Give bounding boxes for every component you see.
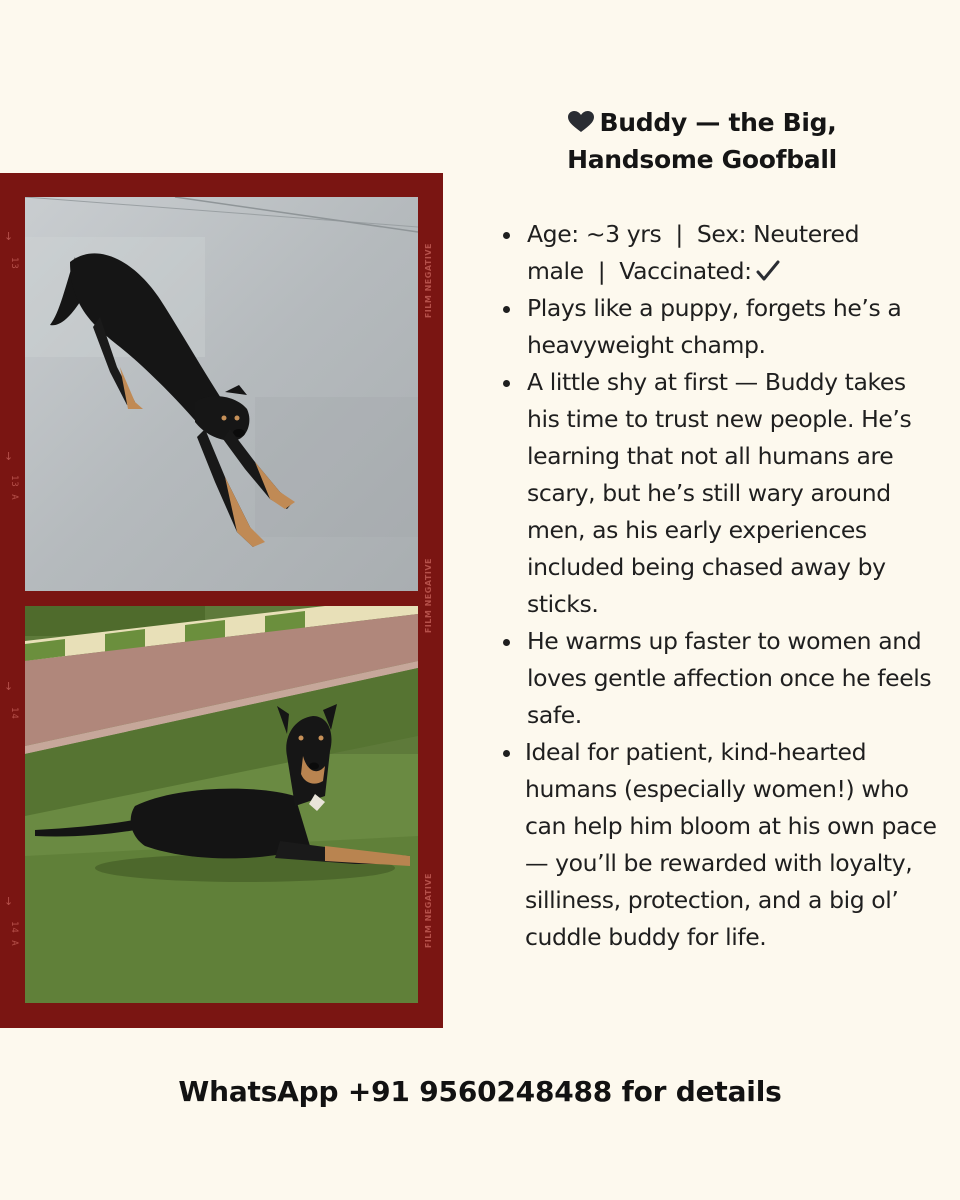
title-line-1: Buddy — the Big, [599,108,837,137]
details-list [497,216,937,956]
contact-footer: WhatsApp +91 9560248488 for details [178,1075,782,1108]
film-frame-number: 14 A [9,921,19,947]
sex-text: Sex: Neutered [696,220,860,248]
film-arrow-mark: ↓ [4,450,14,463]
film-arrow-mark: ↓ [4,230,14,243]
checkmark-icon [756,260,780,282]
list-item: A little shy at first — Buddy takes his time to trust new people. He’s learning that not all humans are scary, but he’s still wary around men, as his early experiences included being chased away by sticks. [497,364,937,623]
film-edge-label: FILM NEGATIVE [424,873,433,949]
film-arrow-mark: ↓ [4,680,14,693]
title-line-2: Handsome Goofball [567,145,837,174]
film-strip-frame [0,173,443,1028]
film-edge-label: FILM NEGATIVE [424,558,433,634]
age-text: Age: ~3 yrs [527,220,662,248]
film-arrow-mark: ↓ [4,895,14,908]
list-item-basic-info [497,216,937,290]
vaccinated-text: Vaccinated: [619,257,752,285]
film-frame-number: 13 A [9,475,19,501]
separator: | [597,257,606,285]
page-title [532,104,872,178]
film-frame-number: 13 [9,257,19,270]
list-item: Ideal for patient, kind-hearted humans (especially women!) who can help him bloom at his own pace — you’ll be rewarded with loyalty, silliness, protection, and a big ol’ cuddle buddy for life. [497,734,937,956]
list-item: He warms up faster to women and loves gentle affection once he feels safe. [497,623,937,734]
black-heart-icon [568,111,594,133]
film-edge-label: FILM NEGATIVE [424,243,433,319]
list-item: Plays like a puppy, forgets he’s a heavyweight champ. [497,290,937,364]
film-frame-number: 14 [9,707,19,720]
photo-dog-stretching [25,197,418,591]
separator: | [675,220,683,248]
sex-text-continued: male [527,257,584,285]
photo-dog-on-grass [25,606,418,1003]
